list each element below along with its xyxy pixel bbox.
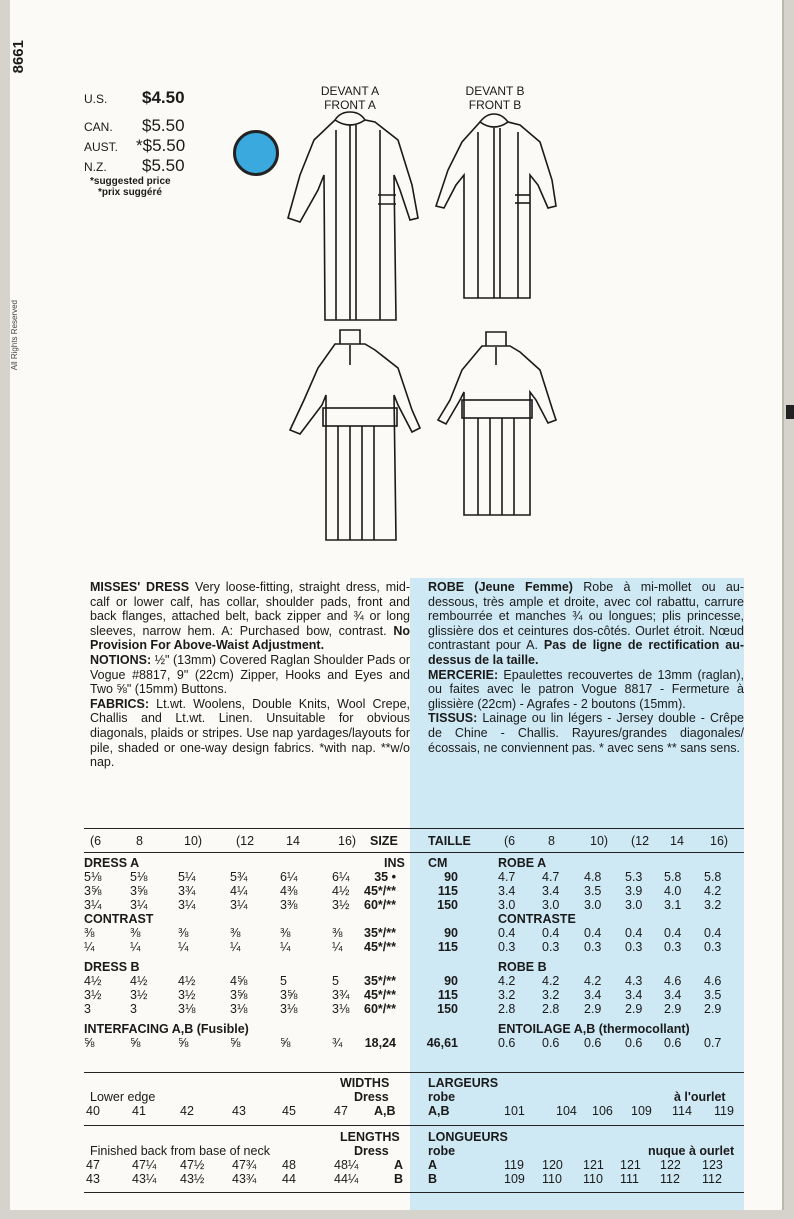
taille-header: 14 [670,834,684,848]
yardage-us: 6¼ [332,870,350,884]
yardage-m: 5.3 [625,870,643,884]
width-value-in: 41 [132,1104,146,1118]
yardage-m: 0.3 [664,940,682,954]
yardage-m: 4.0 [664,884,682,898]
length-b-view-fr: B [428,1172,438,1186]
widths-title: WIDTHS [340,1076,390,1090]
yardage-m: 3.5 [704,988,722,1002]
yardage-us: ¼ [332,940,343,954]
section-label: CONTRAST [84,912,154,926]
lengths-title: LENGTHS [340,1130,400,1144]
width-in: 45*/** [364,884,396,898]
width-cm: 115 [437,988,458,1002]
length-b-cm: 109 [504,1172,525,1186]
yardage-us: ¼ [178,940,189,954]
yardage-m: 4.2 [584,974,602,988]
size-header: (6 [90,834,102,848]
yardage-m: 3.9 [625,884,643,898]
yardage-m: 2.8 [542,1002,560,1016]
section-label-fr: ENTOILAGE A,B (thermocollant) [498,1022,690,1036]
yardage-us: ¼ [84,940,95,954]
chart-data-row [84,884,744,898]
yardage-m: 4.3 [625,974,643,988]
length-b-cm: 110 [583,1172,603,1186]
yardage-us: ¼ [130,940,141,954]
length-a-cm: 123 [702,1158,723,1172]
width-cm: 46,61 [426,1036,458,1050]
length-b-in: 43½ [180,1172,205,1186]
garment-illustrations [0,0,794,560]
yardage-m: 0.6 [584,1036,602,1050]
length-a-in: 47¼ [132,1158,157,1172]
chart-data-row [84,940,744,954]
chart-section-row [84,1022,744,1036]
length-b-view: B [394,1172,404,1186]
yardage-m: 0.4 [625,926,643,940]
yardage-us: 4⅜ [280,884,298,898]
yardage-m: 0.4 [584,926,602,940]
section-label-fr: ROBE A [498,856,547,870]
yardage-us: ¾ [332,1036,343,1050]
width-value-cm: 114 [672,1104,692,1118]
chart-section-row [84,856,744,870]
yardage-m: 0.3 [542,940,560,954]
yardage-m: 0.7 [704,1036,722,1050]
yardage-m: 0.4 [542,926,560,940]
width-value-in: 40 [86,1104,100,1118]
yardage-us: ⅝ [230,1036,241,1050]
widths-robe-label: robe [428,1090,456,1104]
taille-header: (6 [504,834,516,848]
yardage-m: 4.2 [704,884,722,898]
yardage-us: ⅜ [280,926,291,940]
price-row-us: U.S. $4.50 [84,88,185,107]
price-note-fr: *prix suggéré [98,187,162,198]
widths-dress-label: Dress [354,1090,389,1104]
yardage-us: 4½ [178,974,196,988]
yardage-us: ⅜ [230,926,241,940]
yardage-m: 3.4 [625,988,643,1002]
width-in: 35*/** [364,926,396,940]
width-value-in: 47 [334,1104,348,1118]
lengths-robe-label: robe [428,1144,456,1158]
length-a-in: 47½ [180,1158,205,1172]
yardage-m: 0.3 [704,940,722,954]
yardage-m: 3.0 [625,898,643,912]
widths-title-row [84,1076,744,1090]
chart-data-row [84,1002,744,1016]
widths-fr-right: à l'ourlet [674,1090,726,1104]
yardage-us: 3¾ [332,988,350,1002]
yardage-us: 3½ [332,898,350,912]
description-french: ROBE (Jeune Femme) Robe à mi-mollet ou au-dessous, très ample et droite, avec col rabattu, carrure rembourrée et manches ¾ ou longues; plis princesse, glissière dos et ceintures dos-côtés. Ourlet étroit. Nœud contrastant pour A. Pas de ligne de rectification au-dessus de la taille. MERCERIE: Epaulettes recouvertes de 13mm (raglan), ou faites avec le patron Vogue 8817 - Fermeture à glissière (22cm) - Agrafes - 2 boutons (15mm). TISSUS: Lainage ou lin légers - Jersey double - Crêpe de Chine - Challis. Rayures/grandes diagonales/écossais, ne conviennent pas. * avec sens ** sans sens. [410,578,744,828]
length-b-in: 43 [86,1172,100,1186]
length-b-in: 44 [282,1172,296,1186]
yardage-us: 4¼ [230,884,248,898]
yardage-m: 0.4 [664,926,682,940]
lengths-sub-row [84,1144,744,1158]
yardage-us: ⅝ [130,1036,141,1050]
width-value-in: 43 [232,1104,246,1118]
front-a-label: DEVANT A FRONT A [320,84,380,112]
width-cm: 90 [444,926,458,940]
yardage-us: 3⅛ [332,1002,350,1016]
price-row-can: CAN. $5.50 [84,116,185,135]
width-cm: 115 [437,884,458,898]
width-in: 45*/** [364,988,396,1002]
yardage-us: ¼ [230,940,241,954]
yardage-us: 3⅝ [130,884,148,898]
length-a-in: 47 [86,1158,100,1172]
yardage-us: 4⅝ [230,974,248,988]
taille-header: (12 [631,834,650,848]
section-label: INTERFACING A,B (Fusible) [84,1022,249,1036]
lengths-b-row [84,1172,744,1186]
chart-data-row [84,974,744,988]
width-cm: 150 [437,898,458,912]
yardage-m: 3.2 [498,988,516,1002]
yardage-m: 3.1 [664,898,682,912]
section-label: DRESS B [84,960,140,974]
yardage-us: 3¼ [84,898,102,912]
chart-data-row [84,926,744,940]
length-b-cm: 112 [702,1172,722,1186]
ins-label: INS [384,856,405,870]
length-b-in: 43¾ [232,1172,257,1186]
length-a-cm: 120 [542,1158,563,1172]
yardage-m: 0.3 [498,940,516,954]
yardage-m: 3.4 [542,884,560,898]
length-a-cm: 121 [583,1158,604,1172]
yardage-us: 5 [332,974,339,988]
yardage-m: 2.9 [625,1002,643,1016]
yardage-m: 4.6 [704,974,722,988]
yardage-us: ⅝ [280,1036,291,1050]
yardage-us: 3⅛ [178,1002,196,1016]
rights-notice: All Rights Reserved [10,300,19,371]
section-label-fr: ROBE B [498,960,547,974]
width-in: 60*/** [364,898,396,912]
yardage-us: 3⅝ [230,988,248,1002]
yardage-m: 5.8 [704,870,722,884]
yardage-m: 3.4 [498,884,516,898]
yardage-us: 3 [130,1002,137,1016]
yardage-m: 0.6 [542,1036,560,1050]
chart-lengths-rule [84,1125,744,1126]
width-in: 45*/** [364,940,396,954]
length-a-view: A [394,1158,404,1172]
yardage-us: 6¼ [280,870,298,884]
width-in: 35*/** [364,974,396,988]
yardage-m: 3.0 [542,898,560,912]
yardage-us: 3 [84,1002,91,1016]
yardage-us: 3⅜ [280,898,298,912]
width-cm: 150 [437,1002,458,1016]
length-a-cm: 122 [660,1158,681,1172]
lengths-title-row [84,1130,744,1144]
length-a-in: 48 [282,1158,296,1172]
chart-top-rule [84,828,744,829]
yardage-us: ⅜ [178,926,189,940]
yardage-us: ⅜ [332,926,343,940]
price-note-en: *suggested price [90,176,171,187]
yardage-us: 3⅝ [84,884,102,898]
length-a-in: 47¾ [232,1158,257,1172]
width-value-cm: 106 [592,1104,613,1118]
lengths-dress-label: Dress [354,1144,389,1158]
yardage-m: 5.8 [664,870,682,884]
chart-data-row [84,1036,744,1050]
section-label-fr: CONTRASTE [498,912,576,926]
yardage-us: 3½ [130,988,148,1002]
cm-label: CM [428,856,448,870]
yardage-us: 3⅛ [280,1002,298,1016]
width-in: 35 • [374,870,396,884]
yardage-us: 3¼ [230,898,248,912]
front-a-drawing [288,112,418,320]
yardage-m: 3.0 [498,898,516,912]
widths-sub: Lower edge [90,1090,156,1104]
yardage-m: 4.7 [498,870,516,884]
yardage-m: 4.7 [542,870,560,884]
yardage-us: 3½ [84,988,102,1002]
length-a-cm: 121 [620,1158,641,1172]
back-b-drawing [438,332,556,515]
width-cm: 115 [437,940,458,954]
lengths-title-fr: LONGUEURS [428,1130,508,1144]
taille-header: 8 [548,834,555,848]
yardage-m: 3.5 [584,884,602,898]
width-value-cm: 104 [556,1104,577,1118]
price-row-nz: N.Z. $5.50 [84,156,185,175]
chart-header-rule [84,852,744,853]
taille-label: TAILLE [428,834,471,848]
yardage-m: 0.3 [625,940,643,954]
chart-header-row [84,834,744,848]
yardage-us: 3½ [178,988,196,1002]
yardage-m: 2.9 [664,1002,682,1016]
size-header: (12 [236,834,255,848]
yardage-m: 3.2 [542,988,560,1002]
chart-bottom-rule [84,1192,744,1193]
yardage-m: 0.4 [704,926,722,940]
length-b-cm: 112 [660,1172,680,1186]
chart-widths-rule [84,1072,744,1073]
width-in: 18,24 [364,1036,396,1050]
yardage-us: 3¼ [130,898,148,912]
yardage-us: ⅜ [130,926,141,940]
front-b-label: DEVANT B FRONT B [465,84,525,112]
size-header: 8 [136,834,143,848]
size-header: 14 [286,834,300,848]
width-value-in: 45 [282,1104,296,1118]
width-value-cm: 101 [504,1104,525,1118]
pattern-number-edge: 8661 [10,40,27,74]
chart-data-row [84,898,744,912]
chart-data-row [84,988,744,1002]
back-a-drawing [290,330,420,540]
width-value-cm: 109 [631,1104,652,1118]
length-a-cm: 119 [504,1158,524,1172]
yardage-m: 0.6 [664,1036,682,1050]
yardage-m: 0.4 [498,926,516,940]
chart-section-row [84,912,744,926]
yardage-us: 5 [280,974,287,988]
width-cm: 90 [444,974,458,988]
length-b-in: 43¼ [132,1172,157,1186]
yardage-us: 5¼ [178,870,196,884]
size-header: 16) [338,834,357,848]
yardage-m: 2.9 [584,1002,602,1016]
width-value-in: 42 [180,1104,194,1118]
yardage-m: 2.8 [498,1002,516,1016]
widths-sub-row [84,1090,744,1104]
taille-header: 10) [590,834,609,848]
yardage-m: 4.2 [542,974,560,988]
yardage-us: 4½ [84,974,102,988]
yardage-us: 3¾ [178,884,196,898]
front-b-drawing [436,114,556,298]
taille-header: 16) [710,834,729,848]
yardage-us: ¼ [280,940,291,954]
width-value-cm: 119 [714,1104,734,1118]
yardage-us: 4½ [332,884,350,898]
length-a-in: 48¼ [334,1158,359,1172]
widths-views: A,B [374,1104,396,1118]
size-label: SIZE [370,834,398,848]
chart-section-row [84,960,744,974]
section-label: DRESS A [84,856,140,870]
price-row-aust: AUST. *$5.50 [84,136,186,155]
yardage-us: 3¼ [178,898,196,912]
widths-title-fr: LARGEURS [428,1076,499,1090]
length-b-cm: 111 [620,1172,640,1186]
yardage-us: 5⅛ [130,870,148,884]
length-b-in: 44¼ [334,1172,359,1186]
widths-fr-views: A,B [428,1104,450,1118]
yardage-m: 0.3 [584,940,602,954]
yardage-m: 4.6 [664,974,682,988]
lengths-fr-right: nuque à ourlet [648,1144,735,1158]
yardage-m: 3.4 [584,988,602,1002]
yardage-m: 4.8 [584,870,602,884]
width-in: 60*/** [364,1002,396,1016]
yardage-m: 0.6 [498,1036,516,1050]
yardage-us: 3⅝ [280,988,298,1002]
length-b-cm: 110 [542,1172,562,1186]
widths-values-row [84,1104,744,1118]
length-a-view-fr: A [428,1158,438,1172]
yardage-m: 2.9 [704,1002,722,1016]
yardage-us: 4½ [130,974,148,988]
yardage-us: 5⅛ [84,870,102,884]
width-cm: 90 [444,870,458,884]
chart-data-row [84,870,744,884]
size-header: 10) [184,834,203,848]
yardage-m: 3.2 [704,898,722,912]
yardage-m: 3.0 [584,898,602,912]
lengths-sub: Finished back from base of neck [90,1144,270,1158]
description-english: MISSES' DRESS Very loose-fitting, straight dress, mid-calf or lower calf, has collar, shoulder pads, front and back flanges, attached belt, back zipper and ¾ or long sleeves, narrow hem. A: Purchased bow, contrast. No Provision For Above-Waist Adjustment. NOTIONS: ½" (13mm) Covered Raglan Shoulder Pads or Vogue #8817, 9" (22cm) Zipper, Hooks and Eyes and Two ⅝" (15mm) Buttons. FABRICS: Lt.wt. Woolens, Double Knits, Wool Crepe, Challis and Lt.wt. Linen. Unsuitable for obvious diagonals, plaids or stripes. Use nap yardages/layouts for pile, shaded or one-way design fabrics. *with nap. **w/o nap. [90,580,410,770]
yardage-m: 0.6 [625,1036,643,1050]
yardage-us: ⅝ [84,1036,95,1050]
lengths-a-row [84,1158,744,1172]
yardage-us: 3⅛ [230,1002,248,1016]
yardage-us: ⅜ [84,926,95,940]
yardage-us: 5¾ [230,870,248,884]
yardage-m: 4.2 [498,974,516,988]
yardage-us: ⅝ [178,1036,189,1050]
yardage-m: 3.4 [664,988,682,1002]
